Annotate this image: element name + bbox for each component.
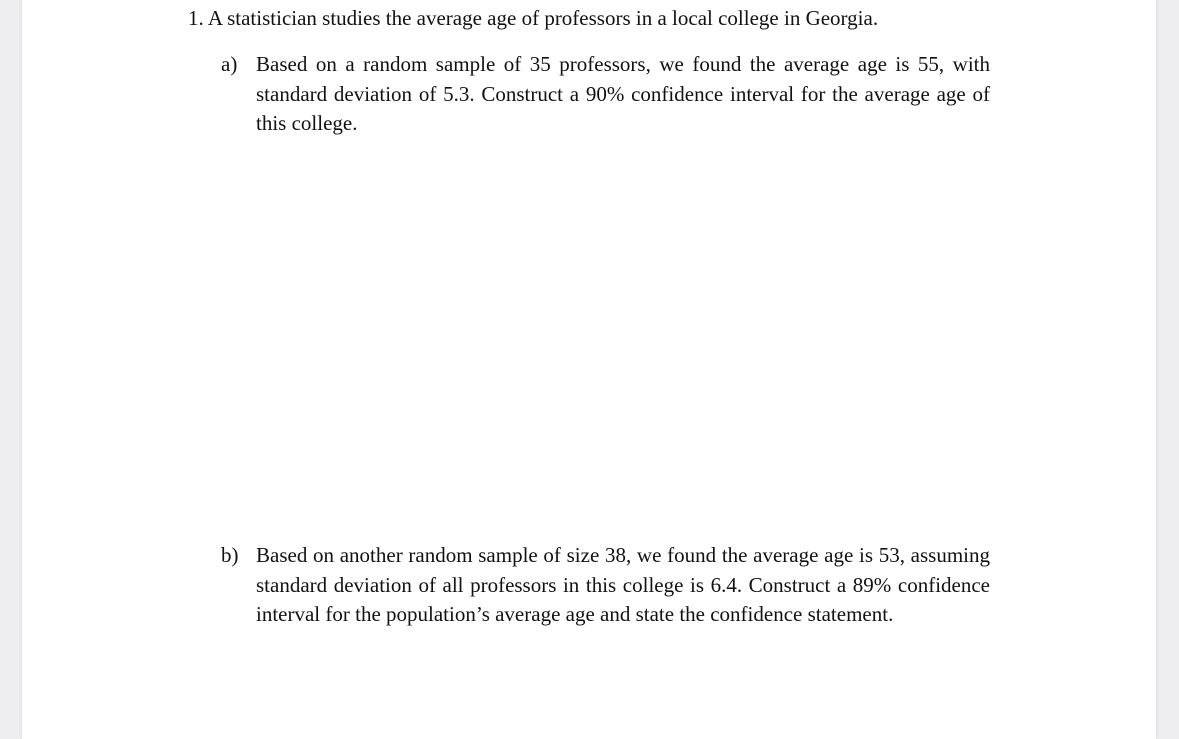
part-a <box>221 50 990 139</box>
part-b-label: b) <box>221 543 239 567</box>
question-1 <box>188 4 878 32</box>
part-a-text: Based on a random sample of 35 professors, we found the average age is 55, with standard deviation of 5.3. Construct a 90% confidence interval for the average age of this college. <box>256 52 990 135</box>
question-number: 1. <box>188 6 204 30</box>
part-b <box>221 541 990 630</box>
document-page <box>22 0 1156 739</box>
question-text: A statistician studies the average age of professors in a local college in Georgia. <box>207 6 879 30</box>
part-b-text: Based on another random sample of size 38, we found the average age is 53, assuming standard deviation of all professors in this college is 6.4. Construct a 89% confidence interval for the population’s average age and state the confidence statement. <box>256 543 990 626</box>
part-a-label: a) <box>221 52 238 76</box>
